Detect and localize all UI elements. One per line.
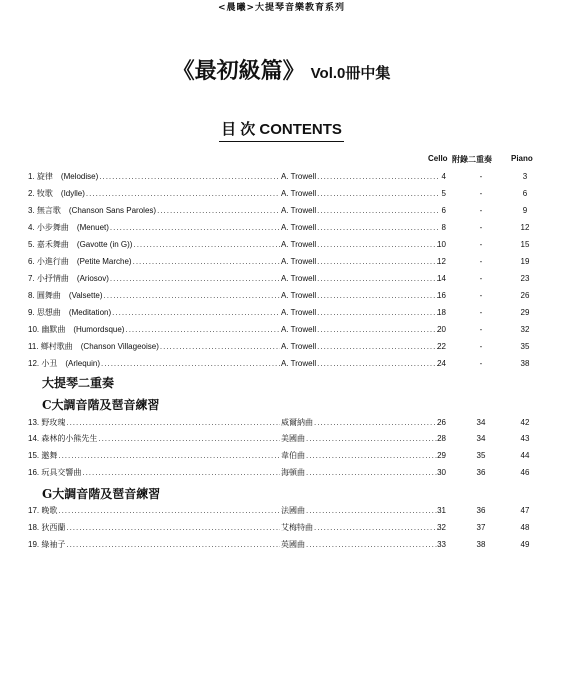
contents-row (28, 188, 538, 200)
item-composer: A. Trowell (281, 257, 317, 266)
section-heading-duet: 大提琴二重奏 (42, 376, 115, 390)
leader-dots (66, 522, 280, 534)
duet-page: 36 (476, 506, 486, 515)
item-composer: A. Trowell (281, 274, 317, 283)
item-composer: 威爾納曲 (281, 418, 313, 427)
cello-page: 12 (437, 257, 446, 266)
cello-page: 33 (437, 540, 446, 549)
duet-page: - (479, 291, 483, 300)
item-composer: 艾梅特曲 (281, 523, 313, 532)
contents-heading-text: 目 次 CONTENTS (219, 118, 344, 142)
piano-page: 23 (520, 274, 530, 283)
contents-row (28, 467, 538, 479)
leader-dots (82, 467, 280, 479)
piano-page: 26 (520, 291, 530, 300)
item-composer: A. Trowell (281, 359, 317, 368)
cello-page: 10 (437, 240, 446, 249)
leader-dots (314, 522, 439, 534)
leader-dots (317, 256, 439, 268)
leader-dots (317, 358, 439, 370)
cello-page: 20 (437, 325, 446, 334)
cello-page: 29 (437, 451, 446, 460)
piano-page: 47 (520, 506, 530, 515)
leader-dots (98, 433, 280, 445)
cello-page: 22 (437, 342, 446, 351)
cello-page: 30 (437, 468, 446, 477)
piano-page: 6 (522, 189, 528, 198)
book-title-main: 《最初級篇》 (172, 58, 305, 84)
cello-page: 4 (441, 172, 446, 181)
cello-page: 18 (437, 308, 446, 317)
section-heading-g-major: G大調音階及琶音練習 (42, 487, 161, 501)
leader-dots (101, 358, 280, 370)
piano-page: 15 (520, 240, 530, 249)
item-title-cn: 2. 牧歌 (28, 189, 53, 198)
leader-dots (306, 505, 439, 517)
item-composer: 英國曲 (281, 540, 305, 549)
item-title-cn: 6. 小進行曲 (28, 257, 69, 266)
duet-page: - (479, 206, 483, 215)
contents-row (28, 256, 538, 268)
piano-page: 43 (520, 434, 530, 443)
item-title-cn: 13. 野玫瑰 (28, 418, 66, 427)
contents-row (28, 222, 538, 234)
duet-page: - (479, 342, 483, 351)
piano-page: 46 (520, 468, 530, 477)
piano-page: 42 (520, 418, 530, 427)
contents-row (28, 433, 538, 445)
contents-row (28, 205, 538, 217)
piano-page: 38 (520, 359, 530, 368)
item-composer: A. Trowell (281, 342, 317, 351)
cello-page: 24 (437, 359, 446, 368)
item-title-cn: 1. 旋律 (28, 172, 53, 181)
contents-row (28, 324, 538, 336)
cello-page: 32 (437, 523, 446, 532)
item-title-en: (Gavotte (in G)) (76, 240, 133, 249)
item-title-en: (Humordsque) (73, 325, 125, 334)
piano-page: 9 (522, 206, 528, 215)
cello-page: 26 (437, 418, 446, 427)
item-composer: 美國曲 (281, 434, 305, 443)
leader-dots (110, 222, 280, 234)
leader-dots (306, 450, 439, 462)
contents-row (28, 239, 538, 251)
item-title-cn: 7. 小抒情曲 (28, 274, 69, 283)
duet-page: 37 (476, 523, 486, 532)
leader-dots (317, 171, 439, 183)
item-title-en: (Meditation) (68, 308, 112, 317)
item-title-cn: 4. 小步舞曲 (28, 223, 69, 232)
contents-row (28, 273, 538, 285)
item-composer: A. Trowell (281, 240, 317, 249)
piano-page: 32 (520, 325, 530, 334)
cello-page: 6 (441, 206, 446, 215)
item-composer: A. Trowell (281, 223, 317, 232)
leader-dots (317, 341, 439, 353)
duet-page: 38 (476, 540, 486, 549)
duet-page: 34 (476, 434, 486, 443)
duet-page: - (479, 172, 483, 181)
piano-page: 35 (520, 342, 530, 351)
leader-dots (317, 273, 439, 285)
column-header-cello: Cello (428, 154, 448, 163)
section-heading-c-major: C大調音階及琶音練習 (42, 398, 160, 412)
duet-page: 35 (476, 451, 486, 460)
item-composer: A. Trowell (281, 291, 317, 300)
item-title-en: (Chanson Villageoise) (80, 342, 159, 351)
piano-page: 29 (520, 308, 530, 317)
cello-page: 31 (437, 506, 446, 515)
contents-row (28, 522, 538, 534)
item-composer: A. Trowell (281, 325, 317, 334)
item-title-cn: 10. 幽默曲 (28, 325, 66, 334)
duet-page: - (479, 325, 483, 334)
leader-dots (66, 417, 280, 429)
item-composer: A. Trowell (281, 189, 317, 198)
duet-page: 34 (476, 418, 486, 427)
item-title-cn: 9. 思想曲 (28, 308, 61, 317)
leader-dots (58, 450, 280, 462)
leader-dots (133, 239, 280, 251)
duet-page: - (479, 257, 483, 266)
item-title-en: (Valsette) (68, 291, 103, 300)
item-title-en: (Chanson Sans Paroles) (68, 206, 157, 215)
leader-dots (66, 539, 280, 551)
leader-dots (157, 205, 280, 217)
contents-row (28, 505, 538, 517)
cello-page: 28 (437, 434, 446, 443)
piano-page: 44 (520, 451, 530, 460)
piano-page: 3 (522, 172, 528, 181)
cello-page: 14 (437, 274, 446, 283)
leader-dots (314, 417, 439, 429)
column-header-piano: Piano (511, 154, 533, 163)
item-title-en: (Petite Marche) (76, 257, 132, 266)
item-title-en: (Arlequin) (65, 359, 101, 368)
duet-page: - (479, 359, 483, 368)
leader-dots (133, 256, 280, 268)
leader-dots (86, 188, 280, 200)
leader-dots (306, 539, 439, 551)
contents-row (28, 290, 538, 302)
item-composer: A. Trowell (281, 206, 317, 215)
leader-dots (317, 205, 439, 217)
leader-dots (306, 467, 439, 479)
item-title-cn: 18. 狄西蘭 (28, 523, 66, 532)
leader-dots (58, 505, 280, 517)
contents-heading (0, 118, 563, 142)
leader-dots (104, 290, 280, 302)
item-title-cn: 3. 無言歌 (28, 206, 61, 215)
leader-dots (317, 324, 439, 336)
leader-dots (317, 188, 439, 200)
leader-dots (306, 433, 439, 445)
item-title-cn: 5. 嘉禾舞曲 (28, 240, 69, 249)
item-title-cn: 16. 玩具交響曲 (28, 468, 82, 477)
item-title-cn: 17. 晚歌 (28, 506, 58, 515)
item-title-cn: 15. 邀舞 (28, 451, 58, 460)
piano-page: 19 (520, 257, 530, 266)
cello-page: 5 (441, 189, 446, 198)
contents-row (28, 307, 538, 319)
leader-dots (112, 307, 280, 319)
book-title (0, 54, 563, 85)
contents-row (28, 539, 538, 551)
leader-dots (160, 341, 280, 353)
item-title-en: (Idylle) (60, 189, 85, 198)
leader-dots (125, 324, 280, 336)
contents-row (28, 341, 538, 353)
leader-dots (317, 307, 439, 319)
contents-row (28, 450, 538, 462)
item-composer: A. Trowell (281, 308, 317, 317)
duet-page: - (479, 308, 483, 317)
duet-page: - (479, 240, 483, 249)
duet-page: - (479, 223, 483, 232)
contents-row (28, 358, 538, 370)
leader-dots (317, 290, 439, 302)
leader-dots (110, 273, 280, 285)
item-composer: A. Trowell (281, 172, 317, 181)
item-composer: 海頓曲 (281, 468, 305, 477)
cello-page: 16 (437, 291, 446, 300)
contents-row (28, 417, 538, 429)
item-composer: 法國曲 (281, 506, 305, 515)
item-title-cn: 11. 鄉村歌曲 (28, 342, 73, 351)
piano-page: 48 (520, 523, 530, 532)
item-title-cn: 12. 小丑 (28, 359, 58, 368)
item-title-cn: 14. 森林的小熊先生 (28, 434, 98, 443)
item-title-en: (Ariosov) (76, 274, 109, 283)
duet-page: - (479, 189, 483, 198)
series-header: <晨曦>大提琴音樂教育系列 (217, 3, 346, 13)
leader-dots (317, 239, 439, 251)
leader-dots (99, 171, 280, 183)
column-header-duet: 附錄二重奏 (452, 155, 492, 164)
piano-page: 12 (520, 223, 530, 232)
cello-page: 8 (441, 223, 446, 232)
leader-dots (317, 222, 439, 234)
item-title-cn: 8. 圓舞曲 (28, 291, 61, 300)
piano-page: 49 (520, 540, 530, 549)
item-title-en: (Menuet) (76, 223, 109, 232)
item-composer: 韋伯曲 (281, 451, 305, 460)
contents-row (28, 171, 538, 183)
item-title-cn: 19. 綠袖子 (28, 540, 66, 549)
book-volume: Vol.0冊中集 (310, 65, 391, 82)
item-title-en: (Melodise) (60, 172, 99, 181)
duet-page: 36 (476, 468, 486, 477)
duet-page: - (479, 274, 483, 283)
